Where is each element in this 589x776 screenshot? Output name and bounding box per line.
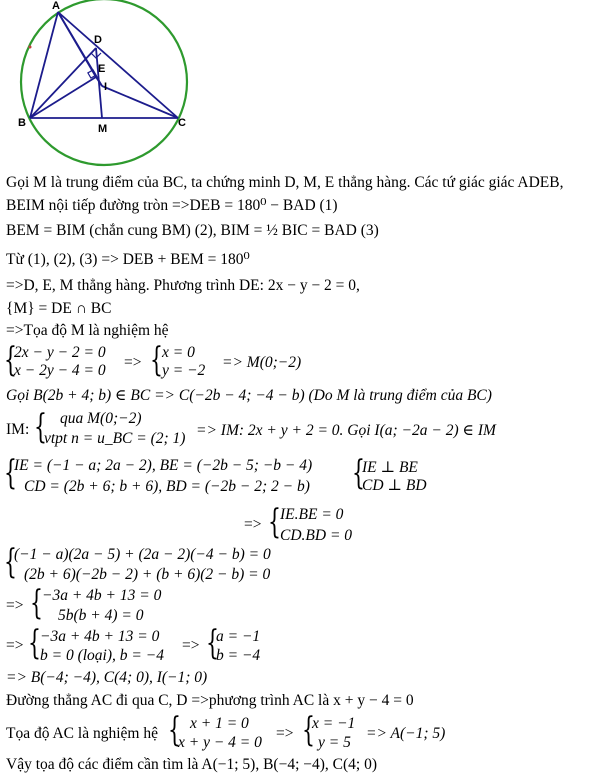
dot-arrow: => [244,516,262,533]
sys1-sol1: x = 0 [162,344,195,361]
conclusion: Vậy tọa độ các điểm cần tìm là A(−1; 5), B(−4; −4), C(4; 0) [6,756,378,773]
brace: { [352,453,365,493]
sys1-arrow: => [124,354,142,371]
dot1: IE.BE = 0 [280,506,344,523]
sys1-eq2: x − 2y − 4 = 0 [14,362,106,379]
eq5: −3a + 4b + 13 = 0 [40,628,160,645]
brace: { [302,710,315,750]
eq-arrow-2: => [6,637,24,654]
brace: { [34,407,47,447]
brace: { [206,623,219,663]
line-7: =>Tọa độ M là nghiệm hệ [6,322,169,339]
line-ac: Đường thẳng AC đi qua C, D =>phương trình AC là x + y − 4 = 0 [6,692,414,709]
segment-ci [102,86,178,118]
line-9: Gọi B(2b + 4; b) ∈ BC => C(−2b − 4; −4 − b) (Do M là trung điểm của BC) [6,387,492,404]
dot2: CD.BD = 0 [280,527,353,544]
brace: { [4,542,17,582]
eq-arrow-3: => [182,637,200,654]
ac-arrow: => [276,725,294,742]
ac-result: => A(−1; 5) [366,725,446,742]
im-normal: vtpt n = u_BC = (2; 1) [44,430,186,447]
sol-b: b = −4 [216,647,261,664]
sol-a: a = −1 [216,628,261,645]
result-points: => B(−4; −4), C(4; 0), I(−1; 0) [6,669,208,686]
label-i: I [104,81,108,93]
ac-eq1: x + 1 = 0 [190,715,249,732]
ac-sol1: x = −1 [312,715,356,732]
perp2: CD ⊥ BD [362,477,427,494]
eq3: −3a + 4b + 13 = 0 [42,587,162,604]
eq1: (−1 − a)(2a − 5) + (2a − 2)(−4 − b) = 0 [14,546,271,563]
eq-arrow-1: => [6,597,24,614]
label-m: M [98,123,108,135]
perp1: IE ⊥ BE [362,459,418,476]
sys1-eq1: 2x − y − 2 = 0 [14,344,106,361]
line-2: BEIM nội tiếp đường tròn =>DEB = 180⁰ − BAD (1) [6,197,338,214]
label-e: E [98,63,106,75]
line-3: BEM = BIM (chắn cung BM) (2), BIM = ½ BIC = BAD (3) [6,222,379,239]
brace: { [4,340,17,380]
sys1-sol2: y = −2 [162,362,206,379]
brace: { [150,340,163,380]
geometry-figure [0,0,589,176]
ac-sol2: y = 5 [318,734,351,751]
label-a: A [52,0,60,12]
eq2: (2b + 6)(−2b − 2) + (b + 6)(2 − b) = 0 [24,566,271,583]
sys1-result: => M(0;−2) [222,354,302,371]
vec-line2: CD = (2b + 6; b + 6), BD = (−2b − 2; 2 − b) [24,478,310,495]
line-5: =>D, E, M thẳng hàng. Phương trình DE: 2x − y − 2 = 0, [6,277,360,294]
brace: { [28,623,41,663]
brace: { [168,710,181,750]
label-b: B [18,117,26,129]
label-d: D [94,34,102,46]
brace: { [30,583,43,623]
im-label: IM: [6,421,30,438]
ac-eq2: x + y − 4 = 0 [178,734,262,751]
line-6: {M} = DE ∩ BC [6,300,112,317]
label-c: C [178,117,186,129]
im-result: => IM: 2x + y + 2 = 0. Gọi I(a; −2a − 2) ∈ IM [196,422,496,439]
line-4: Từ (1), (2), (3) => DEB + BEM = 180⁰ [6,251,250,268]
ac-system-label: Tọa độ AC là nghiệm hệ [6,725,158,742]
im-through: qua M(0;−2) [60,410,142,427]
line-1: Gọi M là trung điểm của BC, ta chứng minh D, M, E thẳng hàng. Các tứ giác giác ADEB, [6,174,564,191]
side-ac [58,12,178,118]
eq4: 5b(b + 4) = 0 [58,607,144,624]
brace: { [4,453,17,493]
eq6: b = 0 (loại), b = −4 [40,647,164,664]
vec-line1: IE = (−1 − a; 2a − 2), BE = (−2b − 5; −b − 4) [14,457,313,474]
brace: { [268,502,281,542]
